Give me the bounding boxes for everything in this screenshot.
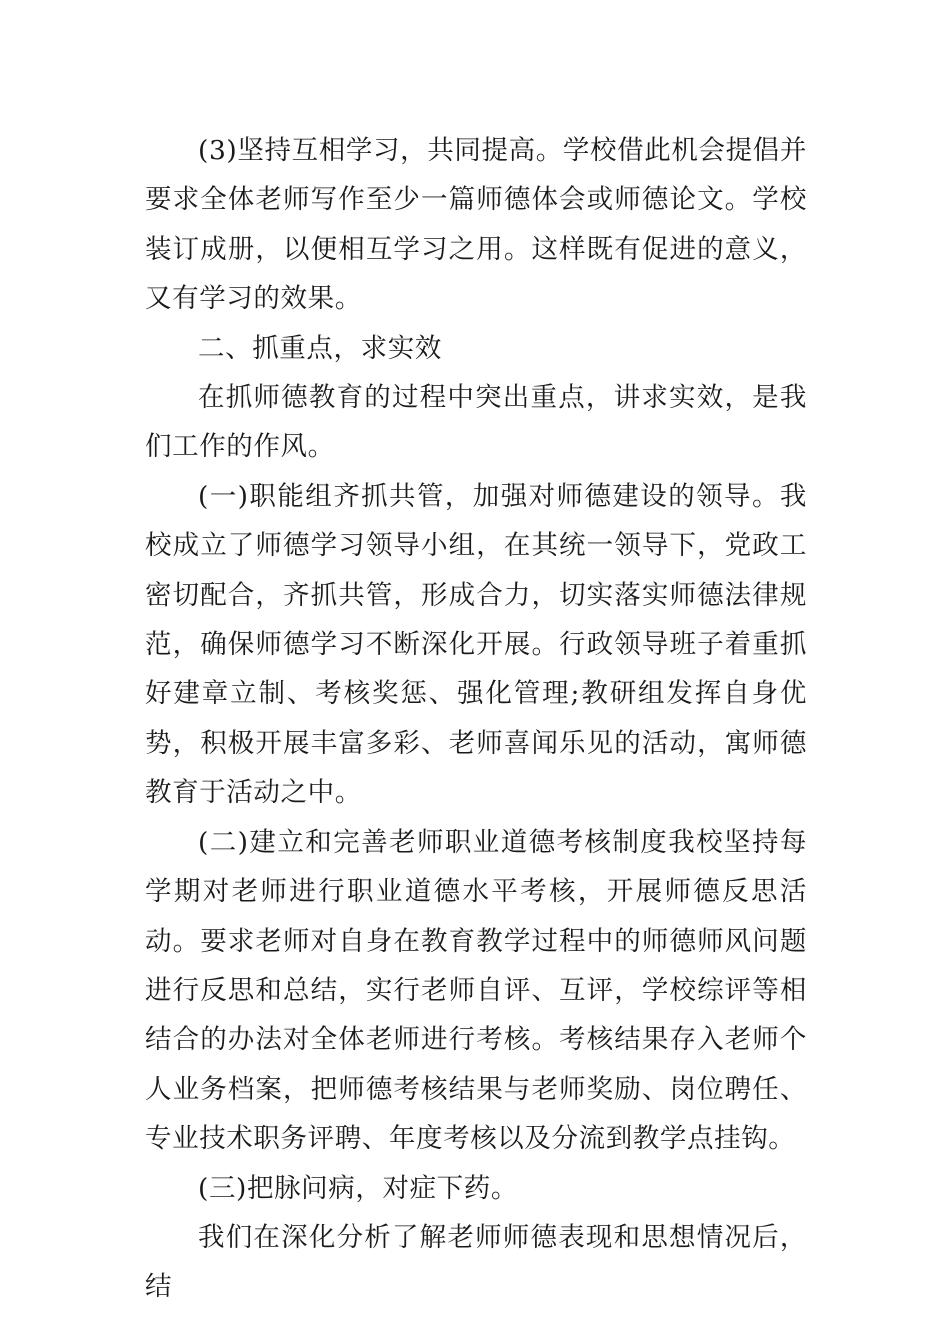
paragraph-intro: 在抓师德教育的过程中突出重点，讲求实效，是我们工作的作风。: [145, 382, 807, 463]
section-heading: 二、抓重点，求实效: [198, 332, 442, 364]
paragraph-analysis: 我们在深化分析了解老师师德表现和思想情况后，结: [145, 1221, 807, 1303]
paragraph-assessment: (二)建立和完善老师职业道德考核制度我校坚持每学期对老师进行职业道德水平考核，开展师德反思活动。要求老师对自身在教育教学过程中的师德师风问题进行反思和总结，实行老师自评、互评，学校综评等相结合的办法对全体老师进行考核。考核结果存入老师个人业务档案，把师德考核结果与老师奖励、岗位聘任、专业技术职务评聘、年度考核以及分流到教学点挂钩。: [145, 826, 807, 1155]
paragraph-mutual-learning: (3)坚持互相学习，共同提高。学校借此机会提倡并要求全体老师写作至少一篇师德体会或师德论文。学校装订成册，以便相互学习之用。这样既有促进的意义，又有学习的效果。: [145, 135, 807, 315]
paragraph-leadership: (一)职能组齐抓共管，加强对师德建设的领导。我校成立了师德学习领导小组，在其统一领导下，党政工密切配合，齐抓共管，形成合力，切实落实师德法律规范，确保师德学习不断深化开展。行政领导班子着重抓好建章立制、考核奖惩、强化管理;教研组发挥自身优势，积极开展丰富多彩、老师喜闻乐见的活动，寓师德教育于活动之中。: [145, 480, 807, 809]
document-body: [145, 126, 807, 1312]
paragraph-diagnosis-heading: (三)把脉问病，对症下药。: [198, 1172, 518, 1204]
